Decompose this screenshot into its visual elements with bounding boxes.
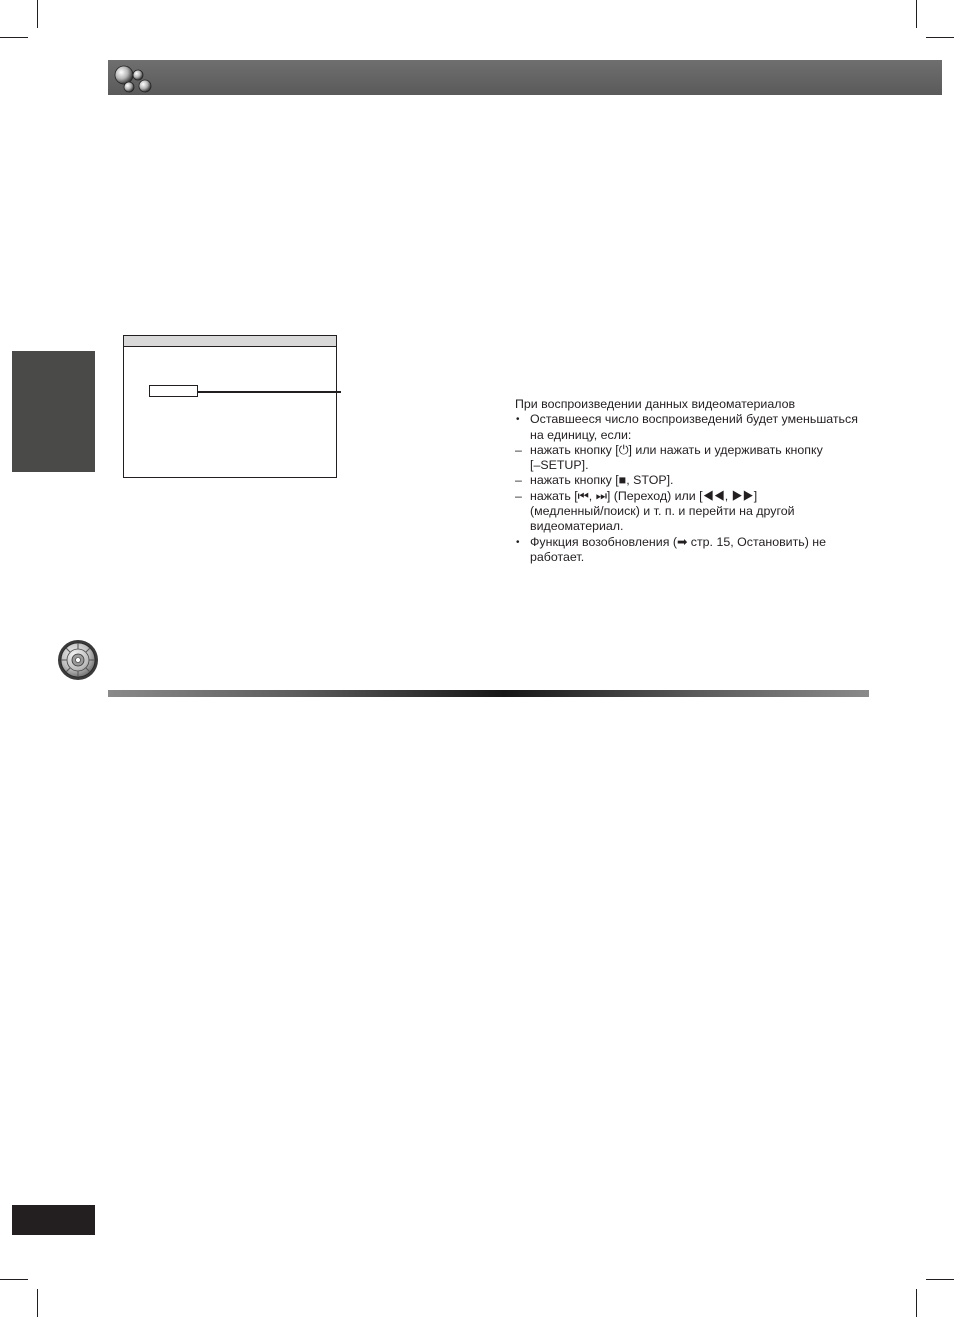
- dash-marker: –: [515, 488, 522, 503]
- note-bullet-item: [515, 535, 875, 550]
- crop-mark: [0, 37, 28, 38]
- notes-heading: При воспроизведении данных видеоматериалов: [515, 397, 796, 411]
- disc-icon: [57, 639, 99, 681]
- bubbles-icon: [112, 63, 156, 93]
- screen-illustration: [123, 335, 337, 478]
- callout-line: [198, 391, 341, 393]
- crop-mark: [37, 0, 38, 28]
- note-text: видеоматериал.: [530, 519, 624, 534]
- crop-mark: [916, 1289, 917, 1317]
- note-text: (медленный/поиск) и т. п. и перейти на другой: [530, 504, 795, 519]
- note-text: [–SETUP].: [530, 458, 589, 473]
- crop-mark: [926, 1279, 954, 1280]
- side-tab: [12, 351, 95, 472]
- screen-highlight-field: [149, 385, 198, 397]
- note-text: нажать кнопку [■, STOP].: [530, 473, 674, 488]
- note-text: работает.: [530, 549, 585, 564]
- playback-notes: [515, 397, 875, 565]
- note-text: нажать кнопку [⏻] или нажать и удерживать кнопку: [530, 442, 823, 457]
- section-header-bar: [108, 60, 942, 95]
- note-text: нажать [⏮, ⏭] (Переход) или [◀◀, ▶▶]: [530, 488, 758, 503]
- note-text: на единицу, если:: [530, 427, 632, 442]
- note-dash-item: [515, 473, 875, 488]
- note-dash-item: [515, 489, 875, 504]
- dash-marker: –: [515, 473, 522, 488]
- crop-mark: [0, 1279, 28, 1280]
- crop-mark: [926, 37, 954, 38]
- note-text: Оставшееся число воспроизведений будет уменьшаться: [530, 412, 858, 427]
- bullet-marker: •: [516, 536, 520, 548]
- bullet-marker: •: [516, 414, 520, 426]
- screen-title-bar: [124, 336, 336, 347]
- page-number-tab: [12, 1205, 95, 1235]
- note-bullet-item: [515, 412, 875, 427]
- section-divider: [108, 690, 869, 697]
- dash-marker: –: [515, 442, 522, 457]
- crop-mark: [37, 1289, 38, 1317]
- note-dash-item: [515, 443, 875, 458]
- note-text: Функция возобновления (➡ стр. 15, Остановить) не: [530, 534, 827, 549]
- crop-mark: [916, 0, 917, 28]
